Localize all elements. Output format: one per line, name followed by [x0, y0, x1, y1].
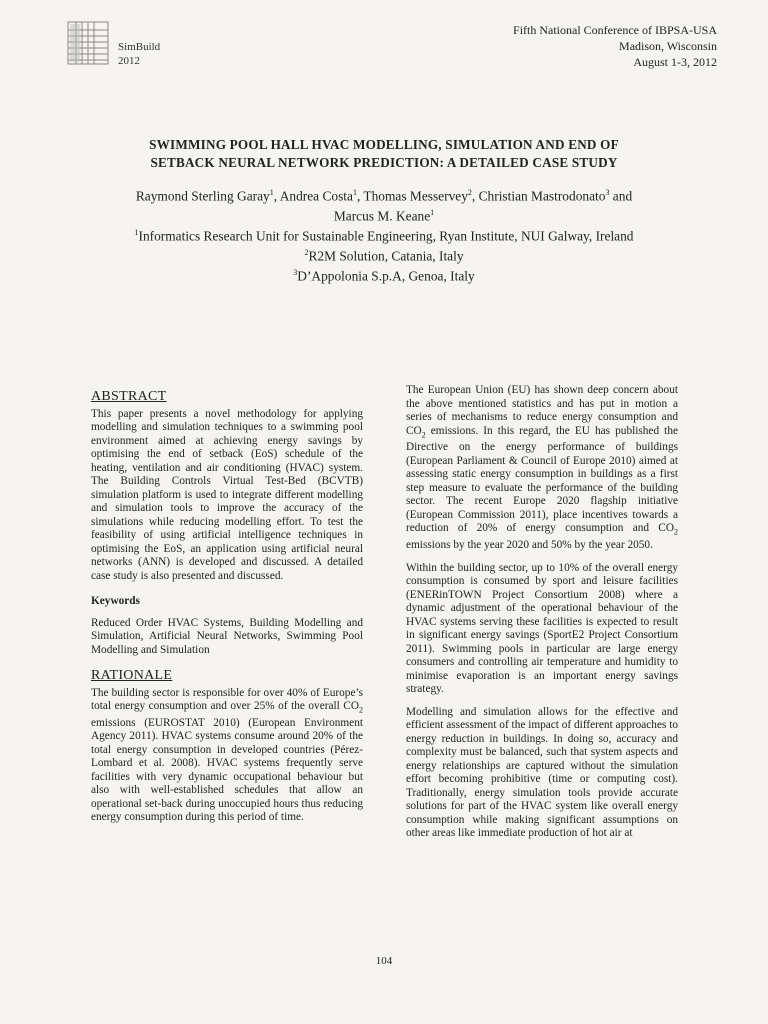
title-line-1: SWIMMING POOL HALL HVAC MODELLING, SIMULATION AND END OF	[149, 137, 619, 152]
author-name: , Christian Mastrodonato	[471, 188, 606, 204]
affiliation-mark: 3	[293, 267, 298, 277]
subscript: 2	[674, 527, 678, 537]
keywords-text: Reduced Order HVAC Systems, Building Modelling and Simulation, Artificial Neural Networks, Swimming Pool Modelling and Simulation	[91, 616, 363, 656]
conference-dates: August 1-3, 2012	[633, 55, 717, 69]
author-name: Raymond Sterling Garay	[135, 188, 270, 204]
author-affiliation-mark: 1	[352, 188, 357, 197]
affiliation-3	[60, 265, 708, 285]
author-block	[60, 185, 708, 285]
author-list-2	[60, 205, 708, 225]
author-affiliation-mark: 3	[605, 188, 610, 197]
right-column	[406, 384, 678, 850]
abstract-text: This paper presents a novel methodology for applying modelling and simulation techniques to a swimming pool environment aimed at achieving energy savings by optimising the end of setback (EoS) schedule of the heating, ventilation and air conditioning (HVAC) system. The Building Controls Virtual Test-Bed (BCVTB) simulation platform is used to integrate different modelling and simulation tools to improve the accuracy of the simulations while reducing modelling effort. To test the feasibility of using artificial intelligence techniques in optimising the EoS, an application using artificial neural networks (ANN) is developed and discussed. A detailed case study is also presented and discussed.	[91, 407, 363, 582]
subscript: 2	[421, 429, 426, 439]
affiliation-2	[60, 245, 708, 265]
subscript: 2	[359, 705, 363, 715]
left-column	[91, 384, 363, 834]
page-number: 104	[375, 955, 393, 967]
affiliation-text: D’Appolonia S.p.A, Genoa, Italy	[297, 268, 475, 284]
affiliation-mark: 2	[304, 247, 309, 257]
author-list	[60, 185, 708, 205]
abstract-heading: ABSTRACT	[91, 389, 167, 404]
author-conjunction: and	[609, 188, 633, 204]
text-run: emissions. In this regard, the EU has published the Directive on the energy performance of buildings (European Parliament & Council of Europe 2010) aimed at assessing static energy consumption in buildings as a first step measure to evaluate the performance of the building sector. The recent Europe 2020 flagship initiative (European Commission 2011), place incentives towards a reduction of 20% of energy consumption and CO	[406, 424, 678, 535]
author-name: , Andrea Costa	[273, 188, 353, 204]
author-affiliation-mark: 1	[269, 188, 274, 197]
text-run: emissions by the year 2020 and 50% by the year 2050.	[406, 539, 653, 551]
keywords-heading: Keywords	[91, 595, 140, 607]
right-paragraph-1	[406, 384, 678, 553]
simbuild-logo-icon	[66, 20, 110, 66]
right-paragraph-3: Modelling and simulation allows for the effective and efficient assessment of the impact of different approaches to energy reduction in buildings. In doing so, accuracy and complexity must be balanced, such that system aspects and energy relationships are captured without the simulation effort becoming prohibitive (time or computing cost). Traditionally, energy simulation tools provide accurate solutions for part of the HVAC system like overall energy consumption while making significant assumptions on other areas like immediate production of hot air at	[406, 705, 678, 839]
text-run: The European Union (EU) has shown deep concern about the above mentioned statistics and has put in motion a series of mechanisms to reduce energy consumption and CO	[406, 384, 678, 437]
text-run: emissions (EUROSTAT 2010) (European Environment Agency 2011). HVAC systems consume around 20% of the total energy consumption in developed countries (Pérez-Lombard et al. 2008). HVAC systems frequently serve facilities with very dynamic occupational behaviour but also with well-established schedules that allow an operational set-back during unoccupied hours thus reducing energy consumption during this period of time.	[91, 716, 363, 824]
conference-name: Fifth National Conference of IBPSA-USA	[513, 23, 717, 37]
author-affiliation-mark: 2	[467, 188, 472, 197]
logo-line-2: 2012	[118, 55, 140, 67]
paper-title	[60, 136, 708, 172]
rationale-paragraph	[91, 687, 363, 825]
author-affiliation-mark: 1	[430, 207, 435, 217]
conference-location: Madison, Wisconsin	[619, 39, 717, 53]
author-name: , Thomas Messervey	[356, 188, 468, 204]
affiliation-mark: 1	[134, 227, 139, 237]
logo-line-1: SimBuild	[118, 41, 161, 53]
affiliation-1	[60, 225, 708, 245]
affiliation-text: Informatics Research Unit for Sustainable Engineering, Ryan Institute, NUI Galway, Ireland	[138, 228, 634, 244]
text-run: The building sector is responsible for over 40% of Europe’s total energy consumption and over 25% of the overall CO	[91, 686, 363, 712]
right-paragraph-2: Within the building sector, up to 10% of the overall energy consumption is consumed by sport and leisure facilities (ENERinTOWN Project Consortium 2008) where a dynamic adjustment of the operational behaviour of the HVAC systems serving these facilities is expected to result in significant energy savings (SportE2 Project Consortium 2011). Swimming pools in particular are large energy consumers and controlling air temperature and humidity to minimise evaporation is an important energy savings strategy.	[406, 561, 678, 695]
conference-info	[513, 22, 717, 70]
author-name: Marcus M. Keane	[333, 208, 431, 224]
affiliation-text: R2M Solution, Catania, Italy	[308, 248, 464, 264]
title-line-2: SETBACK NEURAL NETWORK PREDICTION: A DETAILED CASE STUDY	[150, 155, 618, 170]
rationale-heading: RATIONALE	[91, 668, 173, 683]
logo-label	[118, 40, 160, 68]
